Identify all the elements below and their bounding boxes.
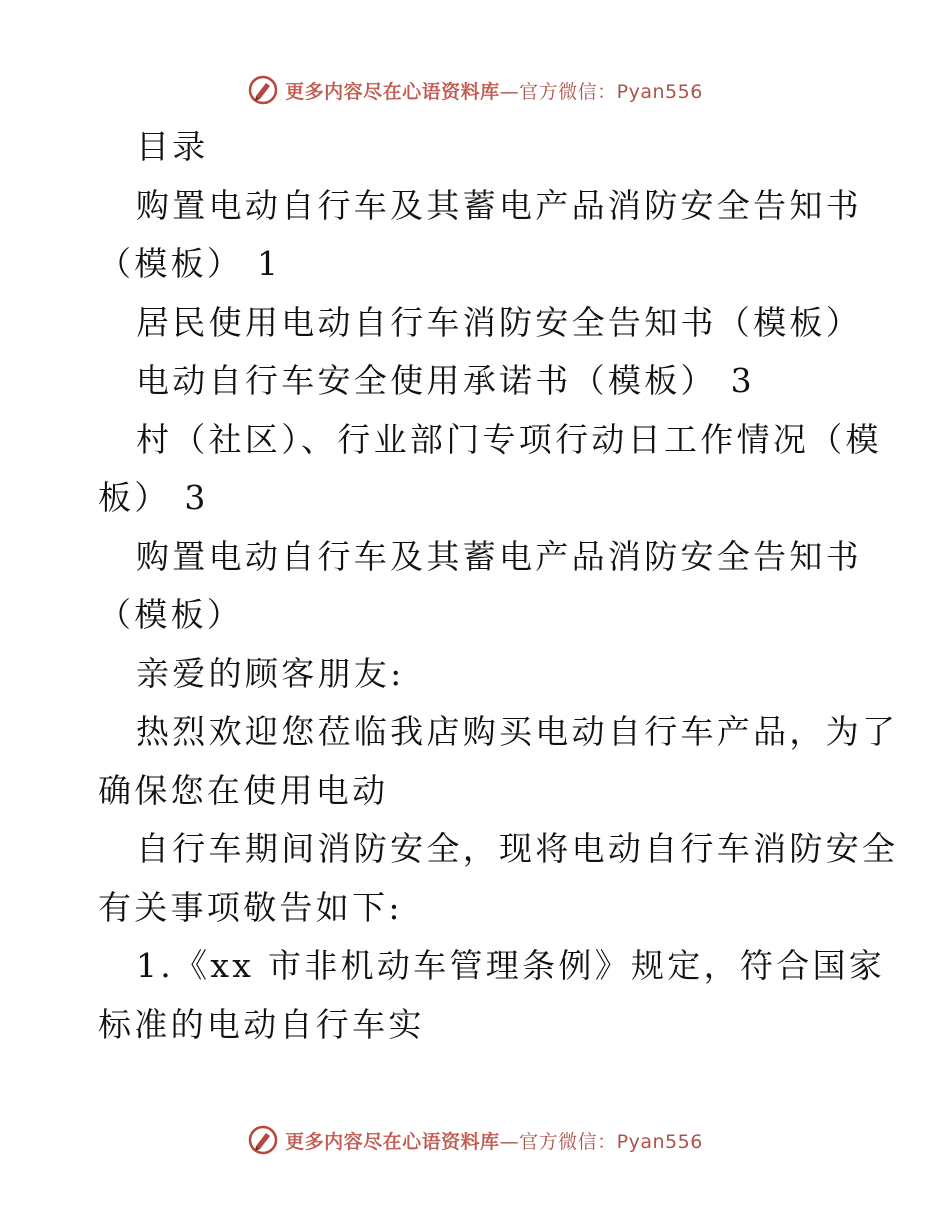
document-line: 居民使用电动自行车消防安全告知书（模板） <box>136 302 862 342</box>
footer-banner-inner <box>247 1124 703 1156</box>
header-separator: — <box>499 80 520 103</box>
document-line: 目录 <box>136 127 209 166</box>
document-line: 亲爱的顾客朋友: <box>136 653 405 693</box>
header-banner <box>0 70 950 110</box>
footer-banner <box>0 1120 950 1160</box>
pen-logo-icon <box>247 74 279 106</box>
document-line: 标准的电动自行车实 <box>98 1004 425 1044</box>
document-body <box>98 118 899 1054</box>
document-line: 购置电动自行车及其蓄电产品消防安全告知书 <box>136 185 862 225</box>
footer-separator: — <box>499 1130 520 1153</box>
header-banner-text <box>285 77 703 104</box>
document-line: （模板） 1 <box>98 244 282 283</box>
header-brand: 更多内容尽在心语资料库 <box>285 80 500 103</box>
document-line: 自行车期间消防安全，现将电动自行车消防安全 <box>136 829 899 868</box>
header-banner-inner <box>247 74 703 106</box>
document-line: 板） 3 <box>98 478 209 517</box>
document-line: 1.《xx 市非机动车管理条例》规定，符合国家 <box>136 946 886 985</box>
document-line: 村（社区）、行业部门专项行动日工作情况（模 <box>136 419 882 459</box>
footer-banner-text <box>285 1127 703 1154</box>
pen-logo-icon <box>247 1124 279 1156</box>
footer-wechat: 官方微信：Pyan556 <box>519 1130 703 1153</box>
footer-brand: 更多内容尽在心语资料库 <box>285 1130 500 1153</box>
document-line: （模板） <box>98 595 244 634</box>
header-wechat: 官方微信：Pyan556 <box>519 80 703 103</box>
document-line: 确保您在使用电动 <box>98 770 389 810</box>
document-line: 电动自行车安全使用承诺书（模板） 3 <box>136 361 755 400</box>
document-line: 购置电动自行车及其蓄电产品消防安全告知书 <box>136 536 862 576</box>
document-line: 有关事项敬告如下: <box>98 887 403 927</box>
document-line: 热烈欢迎您莅临我店购买电动自行车产品，为了 <box>136 712 899 751</box>
